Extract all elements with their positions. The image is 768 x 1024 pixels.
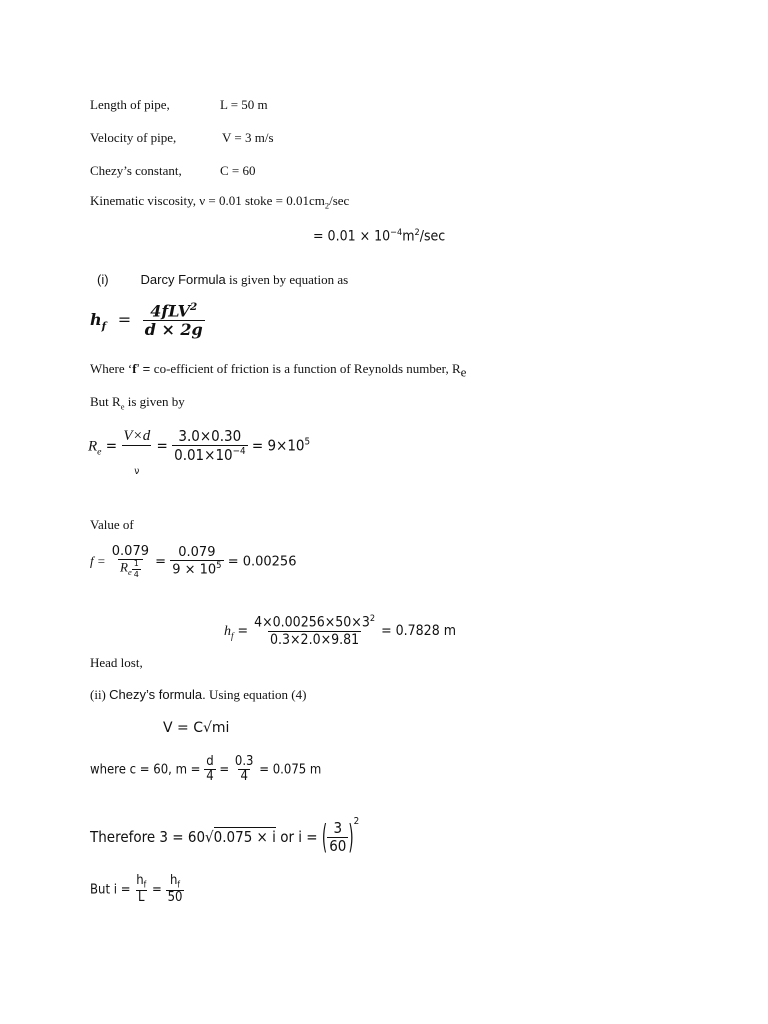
- m-calc-f1-num: d: [206, 754, 214, 769]
- but-i-f2-num-sub: f: [177, 879, 181, 890]
- chezy-constant-value: C = 60: [220, 163, 256, 178]
- darcy-equation: $h_f$ = $\frac{4fLV^2}{d \times 2g}$: [90, 301, 203, 339]
- where-f: f: [132, 361, 137, 376]
- where-sub: e: [460, 364, 467, 380]
- friction-f2-den: 9 × 10: [172, 562, 217, 578]
- chezy-equation: V = C√mi: [163, 720, 230, 736]
- head-loss-numerator: 4×0.00256×50×3: [254, 614, 370, 631]
- viscosity-conversion: [313, 228, 445, 245]
- reynolds-lhs-sub: e: [97, 446, 102, 458]
- viscosity-conv-prefix: = 0.01 × 10: [313, 228, 391, 245]
- head-loss-denominator: 0.3×2.0×9.81: [269, 632, 360, 649]
- length-label: Length of pipe,: [90, 97, 170, 112]
- length-value: L = 50 m: [220, 97, 268, 112]
- where-b: ’ =: [136, 361, 154, 376]
- viscosity-tail: /sec: [329, 193, 350, 208]
- darcy-marker: (i): [97, 272, 109, 287]
- head-loss-lhs: h: [224, 624, 231, 640]
- therefore-p-exp: 2: [353, 816, 360, 827]
- where-c: co-efficient of friction is a function of Reynolds number, R: [153, 361, 461, 376]
- viscosity-text: Kinematic viscosity, ν = 0.01 stoke = 0.01cm: [90, 193, 325, 208]
- but-i-f1-den: L: [138, 889, 145, 905]
- darcy-numerator: 4fLV: [150, 301, 190, 321]
- head-loss-equation: $h_f$ = $\frac{4\times 0.00256\times 50\times 3^2}{0.3\times 2.0\times 9.81}$ = 0.7828 m: [224, 614, 456, 649]
- therefore-equation: Therefore 3 = 60√0.075 × i or i = ( $\frac{3}{60}$ )$^2$: [90, 816, 360, 857]
- re-given-line: [90, 394, 185, 412]
- darcy-lhs: h: [90, 310, 102, 330]
- therefore-a: Therefore 3 = 60√: [90, 828, 214, 846]
- viscosity-sub: 2: [324, 200, 330, 211]
- darcy-name: Darcy Formula: [140, 272, 226, 287]
- reynolds-equation: $R_e$ = $\frac{V\times d}{\nu}$ = $\frac{3.0\times 0.30}{0.01\times 10^{-4}}$ = $9\times 10^5$: [88, 428, 310, 482]
- friction-lhs: f =: [90, 553, 106, 569]
- therefore-b: or i =: [275, 828, 318, 846]
- where-a: Where ‘: [90, 361, 133, 376]
- where-friction-line: [90, 361, 466, 381]
- m-calc-a: where c = 60, m =: [90, 762, 201, 778]
- therefore-radicand: 0.075 × i: [213, 828, 276, 846]
- therefore-p-num: 3: [333, 819, 343, 838]
- reynolds-lhs: R: [88, 438, 98, 455]
- velocity-label: Velocity of pipe,: [90, 130, 177, 145]
- head-lost-label: Head lost,: [90, 655, 143, 670]
- reynolds-result-exp: 5: [304, 436, 311, 448]
- re-given-b: is given by: [124, 394, 185, 409]
- m-calculation: where c = 60, m = $\frac{d}{4}$ = $\frac{0.3}{4}$ = 0.075 m: [90, 754, 322, 785]
- reynolds-f1-den: ν: [122, 445, 151, 482]
- darcy-rest: is given by equation as: [225, 272, 349, 287]
- chezy-prefix: (ii): [90, 687, 110, 702]
- kinematic-viscosity-line: [90, 193, 349, 211]
- reynolds-f2-den: 0.01×10: [174, 445, 233, 464]
- friction-f1-num: 0.079: [111, 544, 149, 559]
- but-i-f2-num: h: [169, 873, 178, 888]
- reynolds-f2-num: 3.0×0.30: [178, 427, 242, 445]
- reynolds-f1-num: V×d: [123, 428, 151, 444]
- head-loss-lhs-sub: f: [231, 630, 234, 641]
- friction-exp-num: 1: [133, 559, 139, 569]
- friction-exp-den: 4: [133, 570, 139, 580]
- velocity-value: V = 3 m/s: [222, 130, 274, 145]
- m-calc-f2-den: 4: [240, 769, 248, 785]
- m-calc-f1-den: 4: [206, 769, 214, 785]
- reynolds-result: = 9×10: [251, 436, 305, 455]
- darcy-heading: [97, 271, 348, 289]
- friction-result: = 0.00256: [227, 554, 297, 570]
- value-of-label: Value of: [90, 517, 134, 532]
- viscosity-conv-tail: /sec: [419, 228, 446, 245]
- viscosity-conv-unit-exp: 2: [414, 228, 420, 238]
- m-calc-f2-num: 0.3: [234, 754, 254, 769]
- head-loss-result: = 0.7828 m: [381, 623, 456, 640]
- head-loss-numerator-exp: 2: [369, 614, 376, 624]
- therefore-p-den: 60: [329, 836, 347, 855]
- viscosity-conv-exp: −4: [390, 228, 403, 238]
- m-calc-result: = 0.075 m: [259, 762, 322, 778]
- darcy-denominator: d × 2g: [144, 319, 203, 339]
- chezy-constant-label: Chezy’s constant,: [90, 163, 182, 178]
- but-i-f2-den: 50: [167, 889, 183, 905]
- chezy-rest: Using equation (4): [205, 687, 307, 702]
- but-i-f1-num-sub: f: [143, 879, 147, 890]
- re-given-a: But R: [90, 394, 121, 409]
- reynolds-f2-den-exp: −4: [232, 445, 246, 457]
- but-i-f1-num: h: [136, 873, 144, 888]
- friction-f2-num: 0.079: [178, 544, 216, 560]
- friction-f1-den: R: [119, 559, 128, 575]
- viscosity-conv-unit: m: [402, 228, 415, 245]
- friction-f2-den-exp: 5: [216, 560, 222, 571]
- darcy-numerator-exp: 2: [189, 301, 198, 313]
- chezy-heading: [90, 686, 306, 704]
- but-i-equation: But i = $\frac{h_f}{L}$ = $\frac{h_f}{50}$: [90, 873, 183, 905]
- friction-f1-den-sub: e: [127, 567, 132, 578]
- chezy-name: Chezy’s formula.: [109, 687, 206, 702]
- friction-equation: f = 0.079 $R_e$ $\frac{1}{4}$ = $\frac{0.079}{9 \times 10^5}$ = 0.00256: [90, 544, 297, 580]
- darcy-lhs-sub: f: [101, 320, 107, 333]
- but-i-a: But i =: [90, 882, 131, 898]
- re-given-sub: e: [120, 401, 125, 412]
